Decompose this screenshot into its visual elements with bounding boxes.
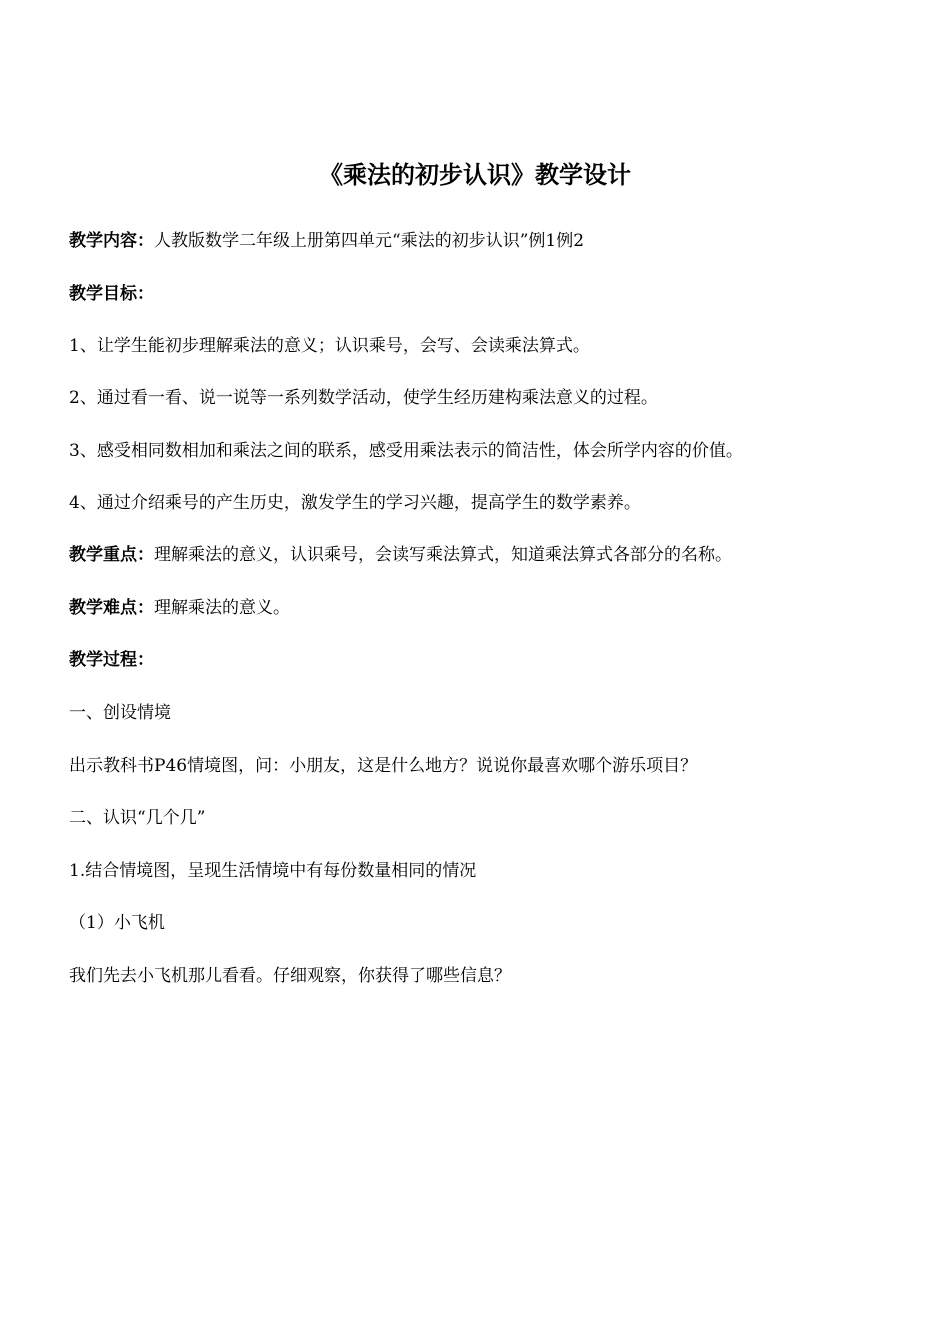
difficulty-label: 教学难点： bbox=[69, 598, 154, 618]
document-title: 《乘法的初步认识》教学设计 bbox=[319, 161, 631, 189]
difficulty bbox=[69, 596, 929, 620]
teaching-content-text: 人教版数学二年级上册第四单元“乘法的初步认识”例1例2 bbox=[154, 231, 585, 251]
process-line-2: 1.结合情境图，呈现生活情境中有每份数量相同的情况 bbox=[69, 861, 477, 881]
process-heading-2: 二、认识“几个几” bbox=[69, 808, 206, 828]
difficulty-text: 理解乘法的意义。 bbox=[154, 598, 290, 618]
key-point-label: 教学重点： bbox=[69, 545, 154, 565]
key-point-text: 理解乘法的意义，认识乘号，会读写乘法算式，知道乘法算式各部分的名称。 bbox=[154, 545, 732, 565]
process-line-1: 出示教科书P46情境图，问：小朋友，这是什么地方？说说你最喜欢哪个游乐项目？ bbox=[69, 756, 698, 776]
objective-item-2: 2、通过看一看、说一说等一系列数学活动，使学生经历建构乘法意义的过程。 bbox=[69, 388, 658, 408]
process-label: 教学过程： bbox=[69, 650, 154, 670]
process-line-3: （1）小飞机 bbox=[69, 913, 165, 933]
objective-item-4: 4、通过介绍乘号的产生历史，激发学生的学习兴趣，提高学生的数学素养。 bbox=[69, 493, 641, 513]
teaching-content bbox=[69, 229, 929, 253]
objectives-label: 教学目标： bbox=[69, 284, 154, 304]
objective-item-3: 3、感受相同数相加和乘法之间的联系，感受用乘法表示的简洁性，体会所学内容的价值。 bbox=[69, 441, 743, 461]
teaching-content-label: 教学内容： bbox=[69, 231, 154, 251]
objective-item-1: 1、让学生能初步理解乘法的意义；认识乘号，会写、会读乘法算式。 bbox=[69, 336, 590, 356]
process-heading-1: 一、创设情境 bbox=[69, 703, 171, 723]
process-line-4: 我们先去小飞机那儿看看。仔细观察，你获得了哪些信息？ bbox=[69, 966, 511, 986]
key-point bbox=[69, 543, 929, 567]
